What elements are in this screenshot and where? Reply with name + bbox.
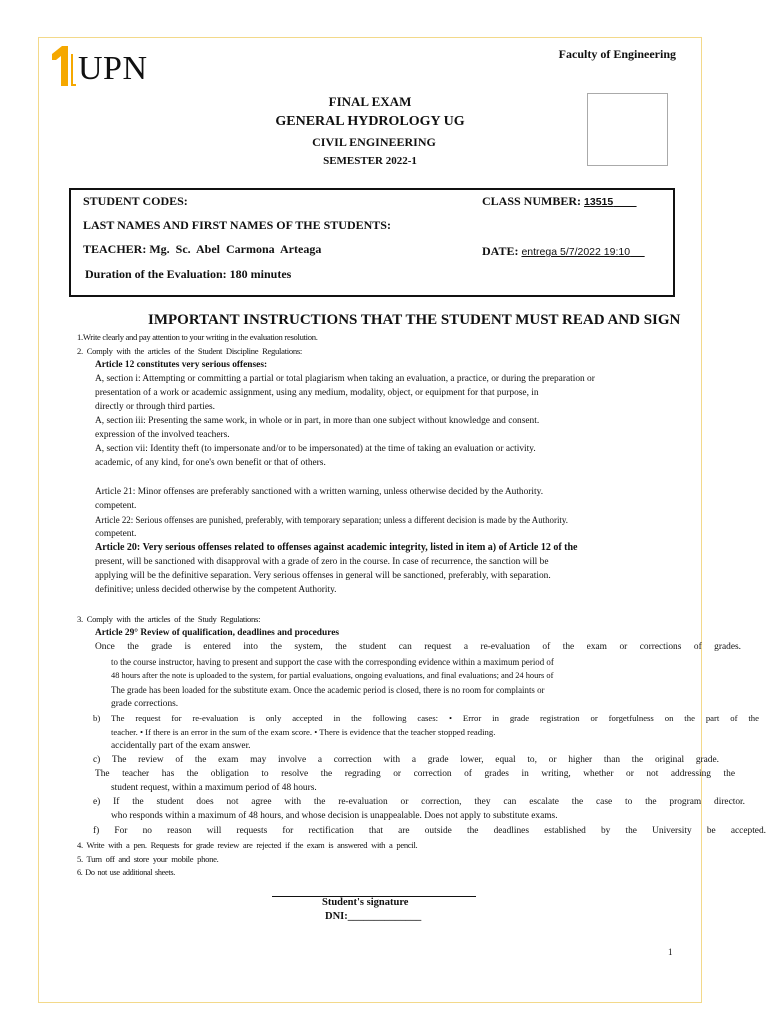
list-item: presentation of a work or academic assignment, using any medium, modality, object, or equipment for that purpose, in (95, 388, 539, 398)
student-codes-label: STUDENT CODES: (83, 194, 188, 208)
instruction-item: 1.Write clearly and pay attention to your writing in the evaluation resolution. (77, 332, 318, 342)
list-item: 48 hours after the note is uploaded to the system, for partial evaluations, ongoing evaluations, and final evaluations; and 24 hours of (111, 671, 554, 680)
list-item: A, section iii: Presenting the same work, in whole or in part, in more than one subject without knowledge and consent. (95, 416, 540, 426)
list-item: definitive; unless decided otherwise by the competent Authority. (95, 585, 337, 595)
logo-text: UPN (78, 50, 148, 87)
photo-box (587, 93, 668, 166)
list-item: applying will be the definitive separation. Very serious offenses in general will be sanctioned, preferably, with separation. (95, 571, 551, 581)
list-item: f) For no reason will requests for rectification that are outside the deadlines established by the University be accepted. (93, 826, 766, 836)
course-name: GENERAL HYDROLOGY UG (275, 114, 465, 129)
list-item: A, section vii: Identity theft (to impersonate and/or to be impersonated) at the time of taking an evaluation or activity. (95, 444, 536, 454)
dni-field: DNI:______________ (325, 911, 422, 922)
list-item: The teacher has the obligation to resolve the regrading or correction of grades in writing, whether or not addressing the (95, 769, 735, 779)
upn-logo (50, 44, 148, 88)
signature-label: Student's signature (322, 897, 409, 908)
list-item: accidentally part of the exam answer. (111, 741, 251, 751)
article-heading: Article 12 constitutes very serious offenses: (95, 360, 268, 370)
date-value: entrega 5/7/2022 19:10 (521, 246, 631, 258)
list-item: competent. (95, 529, 137, 539)
list-item: Article 21: Minor offenses are preferably sanctioned with a written warning, unless otherwise decided by the Authority. (95, 487, 544, 497)
list-item: Once the grade is entered into the system, the student can request a re-evaluation of the exam or corrections of grades. (95, 642, 741, 652)
instruction-item: 2. Comply with the articles of the Student Discipline Regulations: (77, 346, 302, 356)
list-item: to the course instructor, having to present and support the case with the corresponding evidence within a maximum period of (111, 657, 554, 667)
page-number: 1 (668, 947, 673, 957)
teacher-field (83, 242, 321, 257)
list-item: grade corrections. (111, 699, 179, 709)
class-number-field (482, 194, 637, 209)
exam-title: FINAL EXAM (328, 94, 412, 109)
teacher-label: TEACHER: (83, 242, 147, 256)
list-item: b) The request for re-evaluation is only accepted in the following cases: • Error in grade registration or forgetfulness on the part of the (93, 713, 759, 723)
list-item: student request, within a maximum period of 48 hours. (111, 783, 317, 793)
list-item: c) The review of the exam may involve a correction with a grade lower, equal to, or higher than the original grade. (93, 755, 719, 765)
program-name: CIVIL ENGINEERING (312, 135, 436, 149)
list-item: present, will be sanctioned with disapproval with a grade of zero in the course. In case of recurrence, the sanction will be (95, 557, 549, 567)
list-item: expression of the involved teachers. (95, 430, 230, 440)
list-item: The grade has been loaded for the substitute exam. Once the academic period is closed, there is no room for complaints or (111, 685, 545, 695)
list-item: Article 22: Serious offenses are punished, preferably, with temporary separation; unless a different decision is made by the Authority. (95, 515, 568, 525)
instruction-item: 3. Comply with the articles of the Study Regulations: (77, 614, 261, 624)
upn-logo-mark-icon (50, 44, 76, 88)
list-item: A, section i: Attempting or committing a partial or total plagiarism when taking an evaluation, a practice, or during the preparation or (95, 374, 595, 384)
instruction-item: 6. Do not use additional sheets. (77, 868, 175, 877)
instructions-heading: IMPORTANT INSTRUCTIONS THAT THE STUDENT MUST READ AND SIGN (148, 312, 681, 328)
list-item: academic, of any kind, for one's own benefit or that of others. (95, 458, 326, 468)
duration: Duration of the Evaluation: 180 minutes (85, 267, 292, 281)
date-label: DATE: (482, 244, 519, 258)
list-item: competent. (95, 501, 137, 511)
article-heading: Article 29° Review of qualification, deadlines and procedures (95, 628, 340, 638)
list-item: directly or through third parties. (95, 402, 216, 412)
date-field (482, 244, 645, 259)
teacher-value: Mg. Sc. Abel Carmona Arteaga (149, 242, 322, 256)
article-heading: Article 20: Very serious offenses related to offenses against academic integrity, listed in item a) of Article 12 of the (95, 542, 578, 553)
class-number-value: 13515 (584, 196, 614, 208)
class-number-label: CLASS NUMBER: (482, 194, 582, 208)
list-item: e) If the student does not agree with the re-evaluation or correction, they can escalate the case to the program director. (93, 797, 745, 807)
list-item: teacher. • If there is an error in the sum of the exam score. • There is evidence that the teacher stopped reading. (111, 727, 496, 737)
semester: SEMESTER 2022-1 (323, 155, 417, 167)
list-item: who responds within a maximum of 48 hours, and whose decision is unappealable. Does not apply to substitute exams. (111, 811, 558, 821)
instruction-item: 4. Write with a pen. Requests for grade review are rejected if the exam is answered with a pencil. (77, 840, 418, 850)
faculty-name: Faculty of Engineering (558, 47, 676, 61)
names-label: LAST NAMES AND FIRST NAMES OF THE STUDENTS: (83, 218, 391, 232)
instruction-item: 5. Turn off and store your mobile phone. (77, 854, 219, 864)
